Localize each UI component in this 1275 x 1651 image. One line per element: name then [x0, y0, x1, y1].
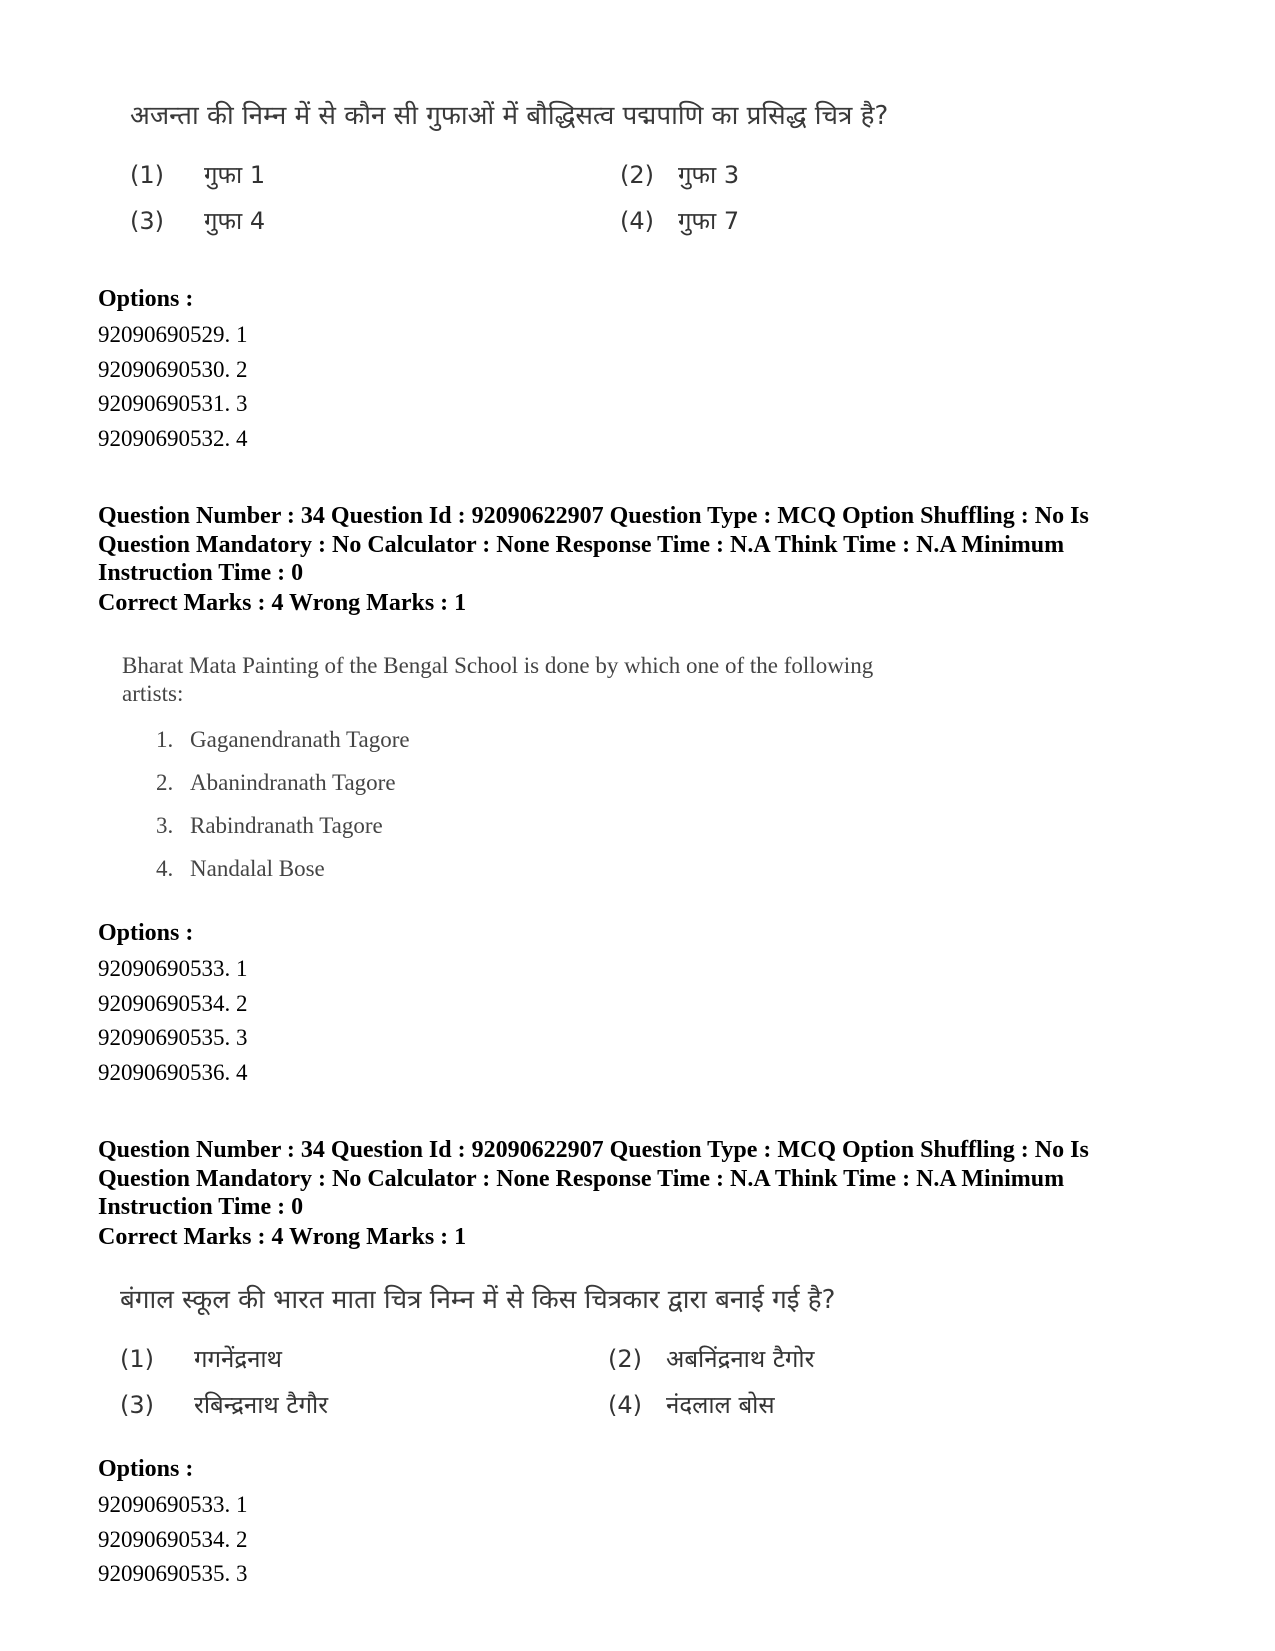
option-item: 92090690529. 1 — [98, 322, 248, 347]
choice-number: (1) — [130, 161, 164, 189]
option-item: 92090690535. 3 — [98, 1025, 248, 1050]
option-item: 92090690533. 1 — [98, 956, 248, 981]
choice-4 — [608, 1388, 775, 1421]
option-item: 92090690536. 4 — [98, 1059, 248, 1085]
option-item: 92090690535. 3 — [98, 1561, 248, 1586]
choice-4 — [620, 204, 739, 237]
choice-text: अबनिंद्रनाथ टैगोर — [666, 1345, 815, 1373]
choice-2 — [620, 158, 739, 191]
choice-number: 2. — [156, 770, 174, 795]
question-marks: Correct Marks : 4 Wrong Marks : 1 — [98, 590, 467, 616]
option-item: 92090690533. 1 — [98, 1492, 248, 1517]
option-item: 92090690531. 3 — [98, 391, 248, 416]
question-text-english: Bharat Mata Painting of the Bengal School is done by which one of the following artists: — [122, 653, 874, 706]
choice-1 — [130, 158, 265, 191]
choice-text: Rabindranath Tagore — [190, 813, 383, 838]
options-list — [98, 952, 248, 1090]
choice-text: Abanindranath Tagore — [190, 770, 396, 795]
choice-text: गुफा 1 — [204, 161, 266, 189]
choice-list — [156, 718, 410, 890]
options-label: Options : — [98, 1456, 194, 1482]
question-meta: Question Number : 34 Question Id : 92090622907 Question Type : MCQ Option Shuffling : No Is Question Mandatory : No Calculator : None Response Time : N.A Think Time : N.A Minimum Instruction Time : 0 — [98, 503, 1089, 586]
options-list — [98, 318, 248, 456]
choice-text: रबिन्द्रनाथ टैगौर — [194, 1391, 329, 1419]
choice-3 — [156, 804, 410, 847]
choice-4 — [156, 847, 410, 890]
choice-number: (4) — [608, 1391, 642, 1419]
choice-3 — [120, 1388, 328, 1421]
choice-text: गुफा 7 — [678, 207, 740, 235]
choice-2 — [156, 761, 410, 804]
choice-1 — [120, 1342, 282, 1375]
option-item: 92090690534. 2 — [98, 1526, 248, 1552]
choice-2 — [608, 1342, 814, 1375]
choice-1 — [156, 718, 410, 761]
choice-text: गुफा 4 — [204, 207, 266, 235]
options-label: Options : — [98, 920, 194, 946]
choice-number: 1. — [156, 727, 174, 752]
choice-number: 4. — [156, 856, 174, 881]
question-meta: Question Number : 34 Question Id : 92090622907 Question Type : MCQ Option Shuffling : No Is Question Mandatory : No Calculator : None Response Time : N.A Think Time : N.A Minimum Instruction Time : 0 — [98, 1137, 1089, 1220]
options-label: Options : — [98, 286, 194, 312]
choice-number: 3. — [156, 813, 174, 838]
question-text-hindi: बंगाल स्कूल की भारत माता चित्र निम्न में से किस चित्रकार द्वारा बनाई गई है? — [120, 1285, 836, 1315]
choice-text: गगनेंद्रनाथ — [194, 1345, 282, 1373]
choice-3 — [130, 204, 265, 237]
choice-text: गुफा 3 — [678, 161, 740, 189]
option-item: 92090690530. 2 — [98, 356, 248, 382]
choice-number: (3) — [130, 207, 164, 235]
choice-number: (2) — [608, 1345, 642, 1373]
choice-number: (3) — [120, 1391, 154, 1419]
option-item: 92090690534. 2 — [98, 990, 248, 1016]
options-list — [98, 1488, 248, 1592]
choice-text: Gaganendranath Tagore — [190, 727, 410, 752]
option-item: 92090690532. 4 — [98, 425, 248, 451]
question-marks: Correct Marks : 4 Wrong Marks : 1 — [98, 1224, 467, 1250]
question-text-hindi: अजन्ता की निम्न में से कौन सी गुफाओं में बौद्धिसत्व पद्मपाणि का प्रसिद्ध चित्र है? — [130, 101, 889, 131]
choice-number: (4) — [620, 207, 654, 235]
choice-number: (1) — [120, 1345, 154, 1373]
choice-text: Nandalal Bose — [190, 856, 325, 881]
choice-text: नंदलाल बोस — [666, 1391, 775, 1419]
choice-number: (2) — [620, 161, 654, 189]
